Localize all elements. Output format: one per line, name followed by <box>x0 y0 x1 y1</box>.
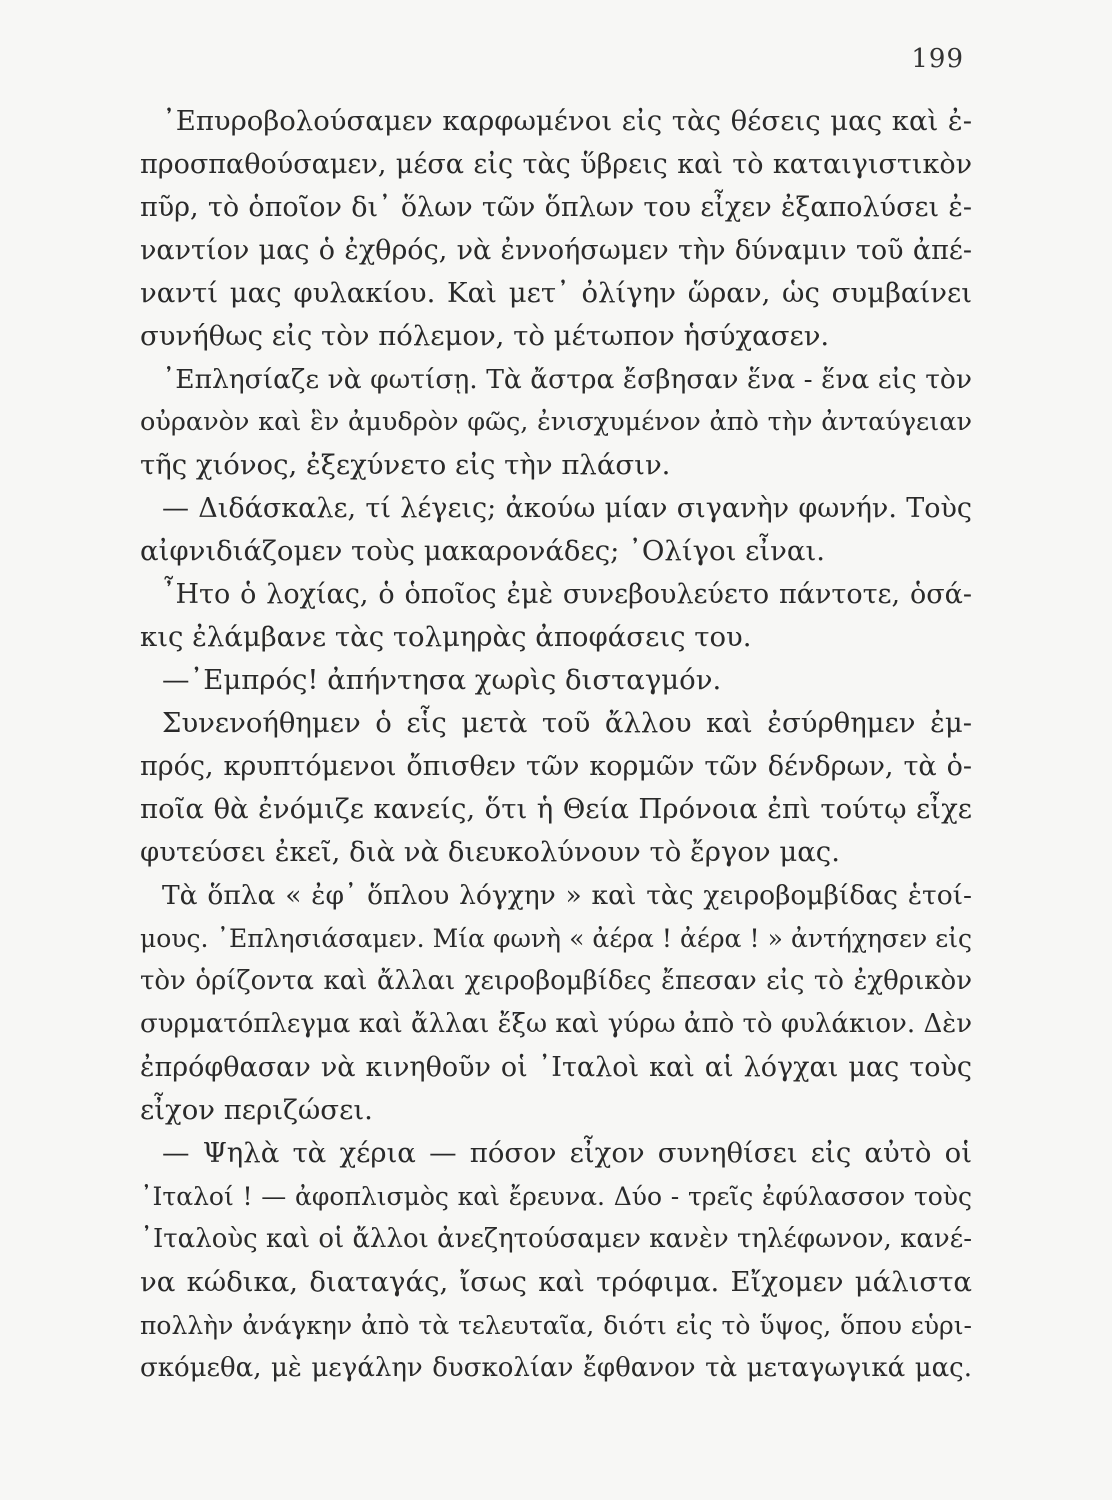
text-line: ᾿Επυροβολούσαμεν καρφωμένοι εἰς τὰς θέσεις μας καὶ ἐ- <box>162 105 972 137</box>
text-line: ναντί μας φυλακίου. Καὶ μετ᾿ ὀλίγην ὥραν, ὡς συμβαίνει <box>140 277 972 309</box>
text-line: αἰφνιδιάζομεν τοὺς μακαρονάδες; ᾿Ολίγοι εἶναι. <box>140 535 825 567</box>
text-line: — Ψηλὰ τὰ χέρια — πόσον εἶχον συνηθίσει εἰς αὐτὸ οἱ <box>162 1137 972 1169</box>
text-line: φυτεύσει ἐκεῖ, διὰ νὰ διευκολύνουν τὸ ἔργον μας. <box>140 836 840 868</box>
text-line: σκόμεθα, μὲ μεγάλην δυσκολίαν ἔφθανον τὰ μεταγωγικά μας. <box>140 1353 972 1383</box>
text-line: τὸν ὁρίζοντα καὶ ἄλλαι χειροβομβίδες ἔπεσαν εἰς τὸ ἐχθρικὸν <box>140 966 972 996</box>
text-line: —᾿Εμπρός! ἀπήντησα χωρὶς δισταγμόν. <box>162 664 722 696</box>
text-line: κις ἐλάμβανε τὰς τολμηρὰς ἀποφάσεις του. <box>140 621 752 653</box>
text-line: ναντίον μας ὁ ἐχθρός, νὰ ἐννοήσωμεν τὴν δύναμιν τοῦ ἀπέ- <box>140 235 972 266</box>
text-line: ᾿Επλησίαζε νὰ φωτίσῃ. Τὰ ἄστρα ἔσβησαν ἕνα - ἕνα εἰς τὸν <box>162 364 972 395</box>
text-line: πολλὴν ἀνάγκην ἀπὸ τὰ τελευταῖα, διότι εἰς τὸ ὕψος, ὅπου εὑρι- <box>140 1311 972 1340</box>
body-text <box>140 100 972 1390</box>
text-line: ᾿Ιταλοὺς καὶ οἱ ἄλλοι ἀνεζητούσαμεν κανὲν τηλέφωνον, κανέ- <box>140 1224 972 1254</box>
text-line: οὐρανὸν καὶ ἓν ἀμυδρὸν φῶς, ἐνισχυμένον ἀπὸ τὴν ἀνταύγειαν <box>140 407 972 437</box>
text-line: συνήθως εἰς τὸν πόλεμον, τὸ μέτωπον ἡσύχασεν. <box>140 320 830 352</box>
text-line: πῦρ, τὸ ὁποῖον δι᾿ ὅλων τῶν ὅπλων του εἶχεν ἐξαπολύσει ἐ- <box>140 192 972 223</box>
text-line: ᾿Ιταλοί ! — ἀφοπλισμὸς καὶ ἔρευνα. Δύο - τρεῖς ἐφύλασσον τοὺς <box>140 1182 972 1211</box>
page-number: 199 <box>911 44 964 74</box>
text-line: προσπαθούσαμεν, μέσα εἰς τὰς ὕβρεις καὶ τὸ καταιγιστικὸν <box>140 149 972 180</box>
text-line: να κώδικα, διαταγάς, ἴσως καὶ τρόφιμα. Εἴχομεν μάλιστα <box>140 1266 972 1298</box>
text-line: ἐπρόφθασαν νὰ κινηθοῦν οἱ ᾿Ιταλοὶ καὶ αἱ λόγχαι μας τοὺς <box>140 1052 972 1083</box>
text-line: — Διδάσκαλε, τί λέγεις; ἀκούω μίαν σιγανὴν φωνήν. Τοὺς <box>162 493 972 524</box>
text-line: Συνενοήθημεν ὁ εἷς μετὰ τοῦ ἄλλου καὶ ἐσύρθημεν ἐμ- <box>162 707 972 739</box>
text-line: μους. ᾿Επλησιάσαμεν. Μία φωνὴ « ἀέρα ! ἀέρα ! » ἀντήχησεν εἰς <box>140 924 972 953</box>
text-line: ῏Ητο ὁ λοχίας, ὁ ὁποῖος ἐμὲ συνεβουλεύετο πάντοτε, ὁσά- <box>162 579 972 610</box>
text-line: εἶχον περιζώσει. <box>140 1094 373 1126</box>
text-line: ποῖα θὰ ἐνόμιζε κανείς, ὅτι ἡ Θεία Πρόνοια ἐπὶ τούτῳ εἶχε <box>140 793 972 825</box>
text-line: τῆς χιόνος, ἐξεχύνετο εἰς τὴν πλάσιν. <box>140 449 671 481</box>
text-line: Τὰ ὅπλα « ἐφ᾿ ὅπλου λόγχην » καὶ τὰς χειροβομβίδας ἑτοί- <box>162 880 972 911</box>
text-line: πρός, κρυπτόμενοι ὄπισθεν τῶν κορμῶν τῶν δένδρων, τὰ ὁ- <box>140 751 972 782</box>
text-line: συρματόπλεγμα καὶ ἄλλαι ἔξω καὶ γύρω ἀπὸ τὸ φυλάκιον. Δὲν <box>140 1009 972 1039</box>
